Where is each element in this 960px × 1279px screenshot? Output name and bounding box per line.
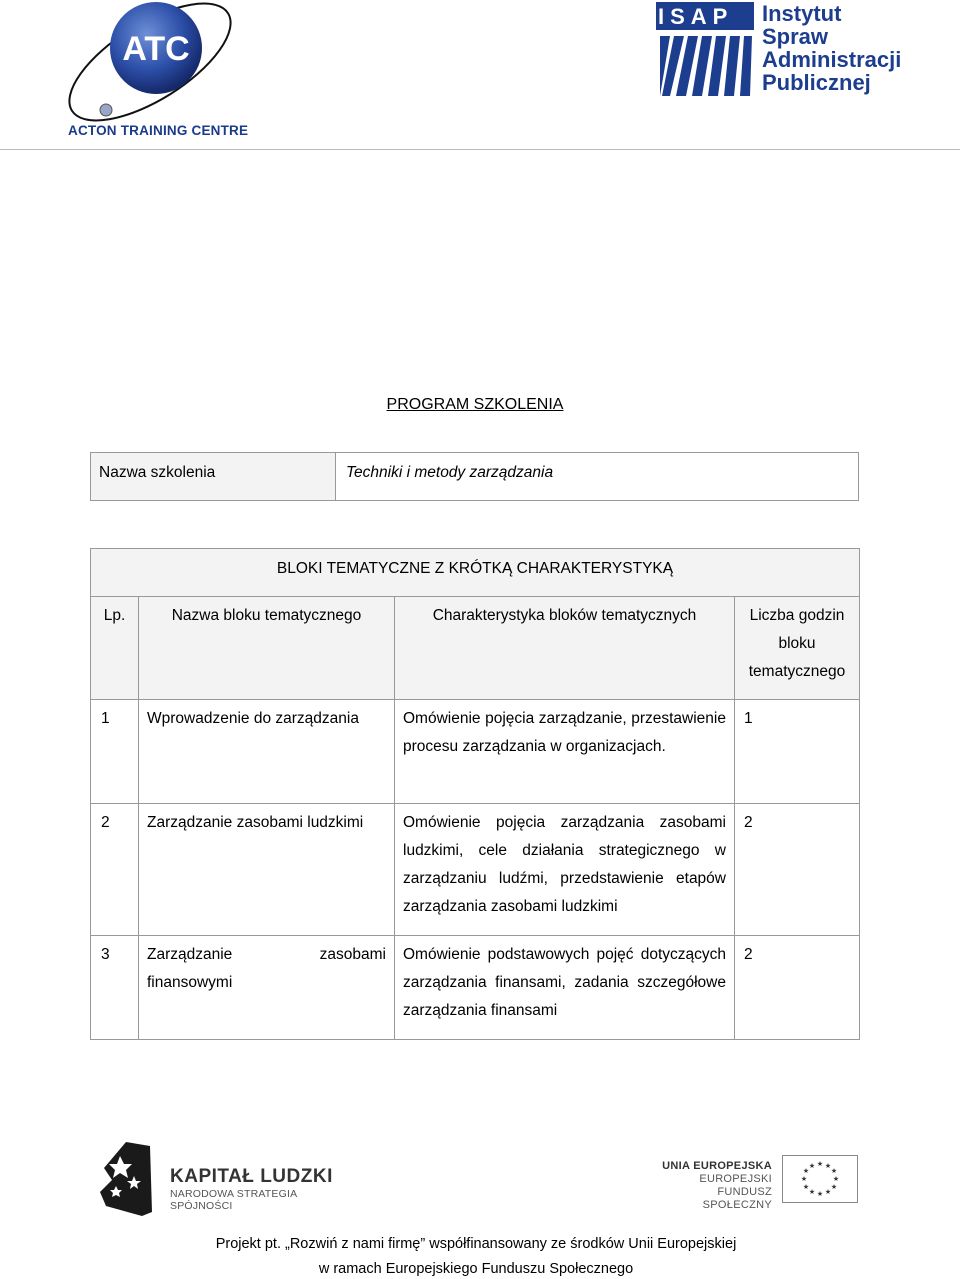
isap-institute-name <box>762 2 901 94</box>
row-description: Omówienie pojęcia zarządzania zasobami ludzkimi, cele działania strategicznego w zarządzaniu ludźmi, przedstawienie etapów zarządzania zasobami ludzkimi <box>395 804 735 936</box>
table-row <box>91 936 860 1040</box>
isap-name-line: Publicznej <box>762 70 871 95</box>
eu-logo-line: FUNDUSZ SPOŁECZNY <box>702 1186 772 1211</box>
svg-text:★: ★ <box>808 1188 816 1196</box>
row-lp: 2 <box>91 804 139 936</box>
svg-text:★: ★ <box>830 1167 838 1175</box>
row-block-name: Wprowadzenie do zarządzania <box>139 700 395 804</box>
table-row <box>91 700 860 804</box>
header-hours: Liczba godzin bloku tematycznego <box>735 597 860 700</box>
kapital-ludzki-logo <box>98 1142 358 1218</box>
svg-text:★: ★ <box>832 1175 840 1183</box>
project-funding-line: Projekt pt. „Rozwiń z nami firmę” współfinansowany ze środków Unii Europejskiej <box>215 1236 737 1252</box>
blocks-section-heading-text: BLOKI TEMATYCZNE Z KRÓTKĄ CHARAKTERYSTYKĄ <box>276 560 674 577</box>
svg-text:★: ★ <box>802 1183 810 1191</box>
isap-name-line: Spraw <box>762 24 829 49</box>
row-hours: 2 <box>735 804 860 936</box>
eu-logo-line: UNIA EUROPEJSKA <box>662 1160 772 1172</box>
page-header <box>0 0 960 150</box>
kapital-ludzki-title: KAPITAŁ LUDZKI <box>170 1166 333 1187</box>
table-header-row <box>91 597 860 700</box>
header-description: Charakterystyka bloków tematycznych <box>395 597 735 700</box>
svg-text:★: ★ <box>800 1175 808 1183</box>
isap-acronym: ISAP <box>658 4 734 29</box>
training-name-label: Nazwa szkolenia <box>91 453 336 500</box>
blocks-section-heading <box>91 549 860 597</box>
isap-logo <box>656 2 916 102</box>
training-name-table <box>90 452 859 501</box>
eu-flag-icon <box>782 1155 858 1203</box>
atc-logo-text: ATC <box>122 30 190 68</box>
row-block-name: Zarządzanie zasobami ludzkimi <box>139 804 395 936</box>
header-lp: Lp. <box>91 597 139 700</box>
isap-columns-mark <box>656 2 754 98</box>
blocks-table <box>90 548 860 1040</box>
kapital-ludzki-subtitle: NARODOWA STRATEGIA SPÓJNOŚCI <box>170 1188 297 1212</box>
isap-name-line: Administracji <box>762 47 902 72</box>
training-name-value: Techniki i metody zarządzania <box>346 464 554 481</box>
page-title: PROGRAM SZKOLENIA <box>386 396 564 413</box>
atc-caption: ACTON TRAINING CENTRE <box>68 123 249 138</box>
fund-line: w ramach Europejskiego Funduszu Społecznego <box>318 1261 634 1277</box>
eu-logo-text <box>646 1160 772 1212</box>
row-description: Omówienie podstawowych pojęć dotyczących zarządzania finansami, zadania szczegółowe zarządzania finansami <box>395 936 735 1040</box>
header-block-name: Nazwa bloku tematycznego <box>139 597 395 700</box>
row-block-name: Zarządzanie zasobami finansowymi <box>139 936 395 1040</box>
row-hours: 1 <box>735 700 860 804</box>
isap-name-line: Instytut <box>762 1 842 26</box>
svg-text:★: ★ <box>816 1190 824 1198</box>
atc-logo <box>60 0 260 142</box>
svg-text:★: ★ <box>802 1167 810 1175</box>
svg-text:★: ★ <box>830 1183 838 1191</box>
row-hours: 2 <box>735 936 860 1040</box>
eu-logo-line: EUROPEJSKI <box>699 1173 772 1185</box>
svg-text:★: ★ <box>824 1162 832 1170</box>
row-lp: 3 <box>91 936 139 1040</box>
kapital-ludzki-emblem <box>98 1142 158 1218</box>
row-lp: 1 <box>91 700 139 804</box>
svg-text:★: ★ <box>808 1162 816 1170</box>
table-row <box>91 804 860 936</box>
row-description: Omówienie pojęcia zarządzanie, przestawienie procesu zarządzania w organizacjach. <box>395 700 735 804</box>
svg-text:★: ★ <box>824 1188 832 1196</box>
eu-social-fund-logo <box>646 1155 858 1211</box>
svg-text:★: ★ <box>816 1160 824 1168</box>
